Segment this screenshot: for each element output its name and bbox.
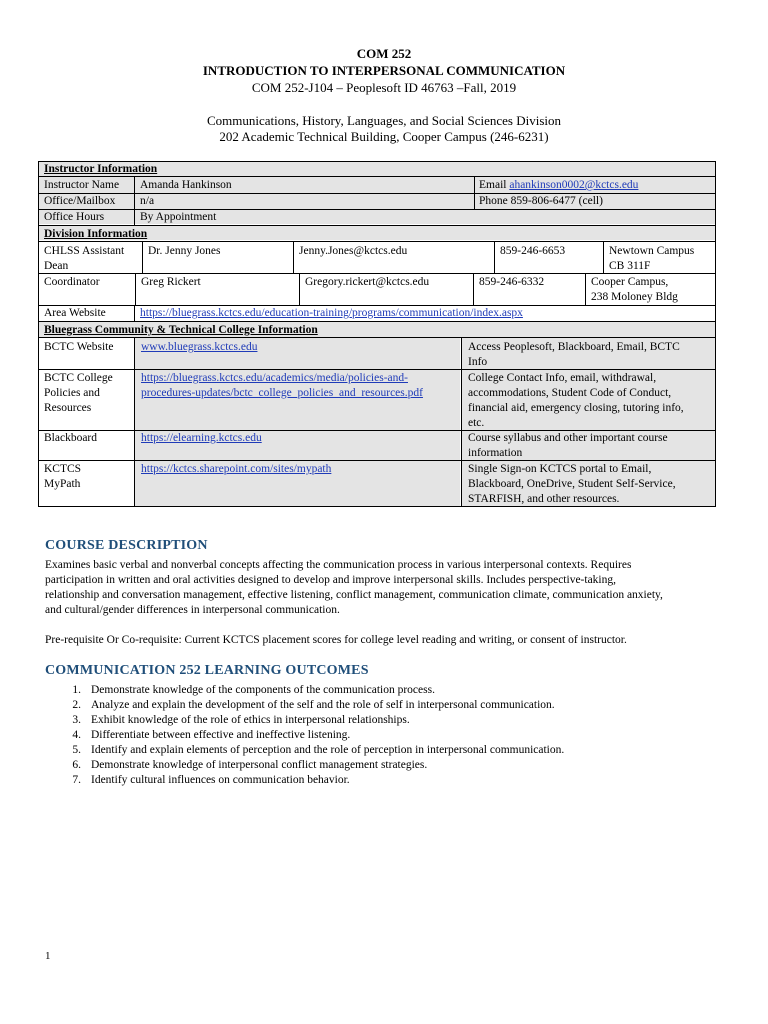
- area-website-label: Area Website: [44, 307, 106, 319]
- prerequisite-text: Pre-requisite Or Co-requisite: Current KCTCS placement scores for college level reading and writing, or consent of instructor.: [45, 634, 627, 646]
- item-text: Differentiate between effective and ineffective listening.: [91, 729, 351, 741]
- description-line: relationship and conversation management, effective listening, conflict management, communication climate, communication anxiety,: [45, 589, 663, 601]
- area-website-link[interactable]: https://bluegrass.kctcs.edu/education-training/programs/communication/index.aspx: [140, 307, 523, 319]
- description-line: and cultural/gender differences in interpersonal communication.: [45, 604, 340, 616]
- mypath-link[interactable]: https://kctcs.sharepoint.com/sites/mypath: [141, 463, 332, 475]
- info-table: [38, 161, 716, 507]
- item-text: Demonstrate knowledge of the components of the communication process.: [91, 684, 435, 696]
- blackboard-desc: [464, 430, 672, 462]
- coord-location-line2: 238 Moloney Bldg: [591, 291, 678, 303]
- item-number: 6.: [72, 759, 81, 771]
- learning-outcomes-heading: COMMUNICATION 252 LEARNING OUTCOMES: [45, 663, 369, 678]
- desc-line: Single Sign-on KCTCS portal to Email,: [468, 463, 652, 475]
- coordinator-location: [587, 274, 682, 306]
- link-line[interactable]: procedures-updates/bctc_college_policies_and_resources.pdf: [141, 387, 423, 399]
- dean-label-line2: Dean: [44, 260, 69, 272]
- dean-name: Dr. Jenny Jones: [148, 245, 221, 257]
- bctc-website-desc: [464, 339, 684, 371]
- desc-line: information: [468, 447, 523, 459]
- instructor-name-label: Instructor Name: [44, 179, 120, 191]
- item-text: Exhibit knowledge of the role of ethics in interpersonal relationships.: [91, 714, 410, 726]
- coordinator-name: Greg Rickert: [141, 276, 201, 288]
- instructor-email: [475, 177, 642, 194]
- division-section-label: Division Information: [44, 228, 148, 240]
- desc-line: Access Peoplesoft, Blackboard, Email, BCTC: [468, 341, 680, 353]
- dean-location-line2: CB 311F: [609, 260, 651, 272]
- instructor-email-link[interactable]: ahankinson0002@kctcs.edu: [509, 179, 639, 191]
- item-text: Identify cultural influences on communication behavior.: [91, 774, 350, 786]
- office-value: n/a: [140, 195, 155, 207]
- coordinator-phone: 859-246-6332: [479, 276, 545, 288]
- item-number: 3.: [72, 714, 81, 726]
- instructor-phone: Phone 859-806-6477 (cell): [479, 195, 603, 207]
- dean-email: Jenny.Jones@kctcs.edu: [299, 245, 408, 257]
- bctc-website-label: BCTC Website: [44, 341, 114, 353]
- description-line: participation in written and oral activities designed to develop and improve interpersonal skills. Includes perspective-taking,: [45, 574, 617, 586]
- item-text: Demonstrate knowledge of interpersonal conflict management strategies.: [91, 759, 428, 771]
- address-line: 202 Academic Technical Building, Cooper Campus (246-6231): [219, 129, 549, 144]
- desc-line: Info: [468, 356, 488, 368]
- bctc-policies-link[interactable]: [137, 370, 427, 402]
- desc-line: etc.: [468, 417, 485, 429]
- office-label: Office/Mailbox: [44, 195, 116, 207]
- item-text: Identify and explain elements of perception and the role of perception in interpersonal communication.: [91, 744, 565, 756]
- section-line: COM 252-J104 – Peoplesoft ID 46763 –Fall, 2019: [251, 80, 517, 95]
- course-description-heading: COURSE DESCRIPTION: [45, 538, 208, 553]
- page-number: 1: [45, 950, 51, 962]
- label-line: KCTCS: [44, 463, 82, 475]
- dean-label: [40, 243, 128, 275]
- bctc-website-link[interactable]: www.bluegrass.kctcs.edu: [141, 341, 258, 353]
- item-number: 1.: [72, 684, 81, 696]
- dean-label-line1: CHLSS Assistant: [44, 245, 125, 257]
- course-description-text: [45, 558, 725, 618]
- coordinator-email: Gregory.rickert@kctcs.edu: [305, 276, 430, 288]
- mypath-label: [40, 461, 85, 493]
- coordinator-label: Coordinator: [44, 276, 100, 288]
- coord-location-line1: Cooper Campus,: [591, 276, 669, 288]
- email-label: Email: [479, 179, 507, 191]
- dean-phone: 859-246-6653: [500, 245, 566, 257]
- mypath-desc: [464, 461, 680, 508]
- dean-location-line1: Newtown Campus: [609, 245, 695, 257]
- label-line: Policies and: [44, 387, 100, 399]
- blackboard-label: Blackboard: [44, 432, 98, 444]
- dean-location: [605, 243, 698, 275]
- description-line: Examines basic verbal and nonverbal concepts affecting the communication process in various interpersonal contexts. Requires: [45, 559, 632, 571]
- bctc-policies-desc: [464, 370, 688, 432]
- label-line: MyPath: [44, 478, 81, 490]
- desc-line: Course syllabus and other important course: [468, 432, 668, 444]
- desc-line: STARFISH, and other resources.: [468, 493, 620, 505]
- bctc-policies-label: [40, 370, 117, 417]
- desc-line: College Contact Info, email, withdrawal,: [468, 372, 657, 384]
- desc-line: Blackboard, OneDrive, Student Self-Service,: [468, 478, 676, 490]
- division-line: Communications, History, Languages, and Social Sciences Division: [206, 113, 562, 128]
- item-number: 4.: [72, 729, 81, 741]
- label-line: BCTC College: [44, 372, 113, 384]
- label-line: Resources: [44, 402, 92, 414]
- instructor-section-label: Instructor Information: [44, 163, 158, 175]
- blackboard-link[interactable]: https://elearning.kctcs.edu: [141, 432, 262, 444]
- item-number: 7.: [72, 774, 81, 786]
- office-hours-label: Office Hours: [44, 211, 105, 223]
- desc-line: financial aid, emergency closing, tutoring info,: [468, 402, 684, 414]
- bctc-section-label: Bluegrass Community & Technical College Information: [44, 324, 318, 336]
- instructor-name: Amanda Hankinson: [140, 179, 232, 191]
- course-title: INTRODUCTION TO INTERPERSONAL COMMUNICATION: [202, 63, 566, 78]
- item-number: 2.: [72, 699, 81, 711]
- item-text: Analyze and explain the development of the self and the role of self in interpersonal communication.: [91, 699, 555, 711]
- desc-line: accommodations, Student Code of Conduct,: [468, 387, 672, 399]
- course-code: COM 252: [356, 46, 412, 61]
- link-line[interactable]: https://bluegrass.kctcs.edu/academics/media/policies-and-: [141, 372, 408, 384]
- office-hours-value: By Appointment: [140, 211, 217, 223]
- item-number: 5.: [72, 744, 81, 756]
